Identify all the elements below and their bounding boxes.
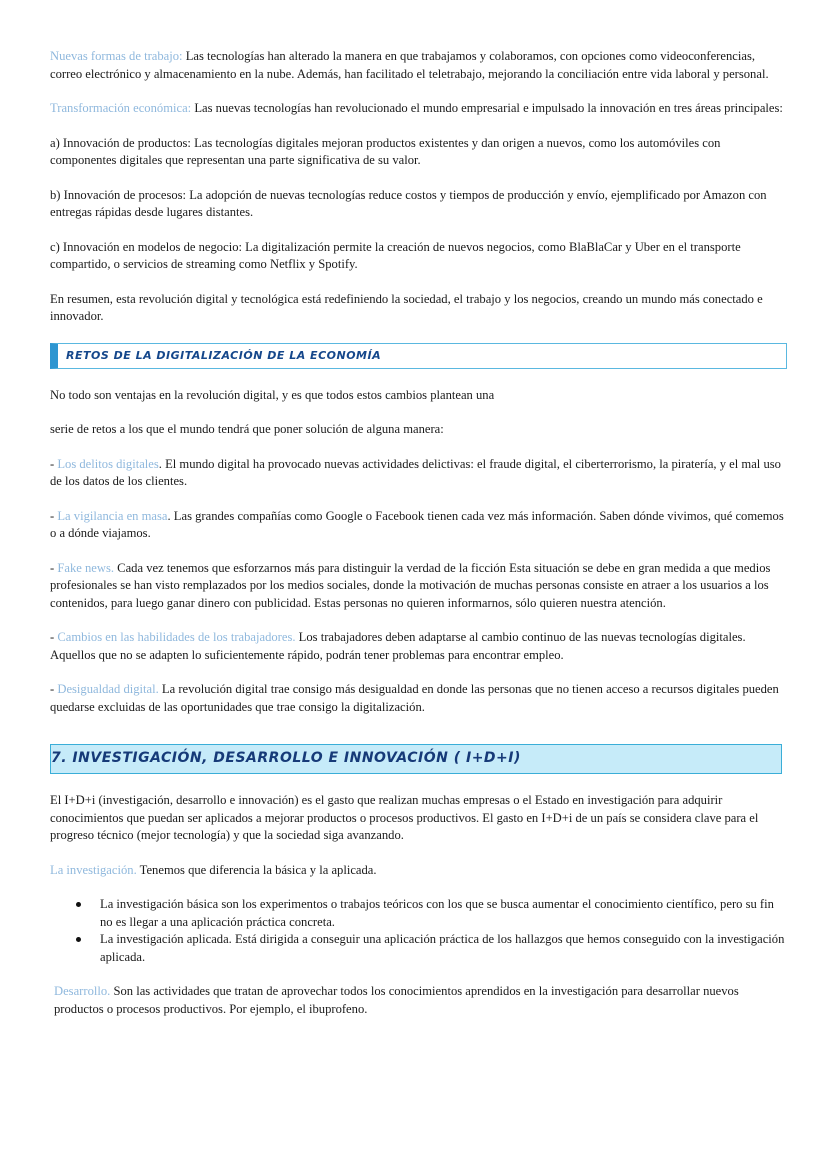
paragraph-text: Cada vez tenemos que esforzarnos más para distinguir la verdad de la ficción Esta situación se debe en gran medida a que medios profesionales se han visto remplazados por los medios sociales, donde la motivación de muchas personas consiste en atraer a los usuarios a los contenidos, para luego ganar dinero con publicidad. Estas personas no quieren informarnos, sólo quieren nuestra atención. xyxy=(50,560,771,610)
paragraph-text: La revolución digital trae consigo más desigualdad en donde las personas que no tienen acceso a recursos digitales pueden quedarse excluidas de las oportunidades que trae consigo la digitalización. xyxy=(50,682,779,714)
paragraph-transformacion xyxy=(50,100,785,118)
paragraph-text: Las nuevas tecnologías han revolucionado el mundo empresarial e impulsado la innovación en tres áreas principales: xyxy=(191,101,783,115)
paragraph-text: Los trabajadores deben adaptarse al cambio continuo de las nuevas tecnologías digitales. Aquellos que no se adapten lo suficientemente rápido, podrán tener problemas para encontrar empleo. xyxy=(50,630,746,662)
paragraph-investigacion xyxy=(50,862,785,880)
highlight-label: La vigilancia en masa xyxy=(57,508,168,523)
paragraph-text: . Las grandes compañías como Google o Facebook tienen cada vez más información. Saben dónde vivimos, qué comemos o a dónde viajamos. xyxy=(50,508,784,540)
highlight-label: Fake news. xyxy=(57,560,115,575)
paragraph-text: Son las actividades que tratan de aprovechar todos los conocimientos aprendidos en la investigación para desarrollar nuevos productos o procesos productivos. Por ejemplo, el ibuprofeno. xyxy=(54,984,739,1016)
paragraph-text: Las tecnologías han alterado la manera en que trabajamos y colaboramos, con opciones como videoconferencias, correo electrónico y almacenamiento en la nube. Además, han facilitado el teletrabajo, mejorando la conciliación entre vida laboral y personal. xyxy=(50,49,769,81)
bullet-item-aplicada: La investigación aplicada. Está dirigida a conseguir una aplicación práctica de los hallazgos que hemos conseguido con la investigación aplicada. xyxy=(100,931,785,966)
highlight-label: La investigación. xyxy=(50,862,137,877)
reto-item-vigilancia xyxy=(50,508,785,543)
dash-prefix: - xyxy=(50,630,58,644)
paragraph-area-procesos: b) Innovación de procesos: La adopción de nuevas tecnologías reduce costos y tiempos de producción y envío, ejemplificado por Amazon con entregas rápidas desde lugares distantes. xyxy=(50,187,767,219)
section-heading-idi xyxy=(50,744,782,774)
highlight-label: Cambios en las habilidades de los trabajadores. xyxy=(57,630,296,644)
paragraph-retos-intro-1: No todo son ventajas en la revolución digital, y es que todos estos cambios plantean una xyxy=(50,387,495,402)
dash-prefix: - xyxy=(50,682,58,696)
reto-item-fake-news xyxy=(50,560,785,613)
dash-prefix: - xyxy=(50,560,58,575)
highlight-label: Nuevas formas de trabajo: xyxy=(50,49,183,63)
paragraph-desarrollo xyxy=(50,983,785,1018)
section-heading-retos xyxy=(50,343,787,369)
bullet-item-basica: La investigación básica son los experimentos o trabajos teóricos con los que se busca aumentar el conocimiento científico, pero su fin no es llegar a una aplicación práctica concreta. xyxy=(100,896,785,931)
highlight-label: Desigualdad digital. xyxy=(57,682,159,696)
reto-item-habilidades xyxy=(50,629,785,664)
reto-item-delitos xyxy=(50,456,785,491)
paragraph-resumen: En resumen, esta revolución digital y tecnológica está redefiniendo la sociedad, el trabajo y los negocios, creando un mundo más conectado e innovador. xyxy=(50,291,763,323)
investigacion-bullet-list xyxy=(50,896,785,966)
section-heading-text: RETOS DE LA DIGITALIZACIÓN DE LA ECONOMÍA xyxy=(66,348,382,362)
document-page xyxy=(50,48,785,1035)
highlight-label: Desarrollo. xyxy=(54,984,111,998)
section-heading-text: 7. INVESTIGACIÓN, DESARROLLO E INNOVACIÓN ( I+D+I) xyxy=(51,750,521,767)
paragraph-area-productos: a) Innovación de productos: Las tecnologías digitales mejoran productos existentes y dan origen a nuevos, como los automóviles con componentes digitales que representan una parte significativa de su valor. xyxy=(50,135,721,167)
paragraph-retos-intro-2: serie de retos a los que el mundo tendrá que poner solución de alguna manera: xyxy=(50,422,444,436)
paragraph-idi-intro: El I+D+i (investigación, desarrollo e innovación) es el gasto que realizan muchas empresas o el Estado en investigación para adquirir conocimientos que puedan ser aplicados a mejorar productos o procesos productivos. El gasto en I+D+i de un país se considera clave para el progreso técnico (mejor tecnología) y que la sociedad siga avanzando. xyxy=(50,793,759,842)
paragraph-text: Tenemos que diferencia la básica y la aplicada. xyxy=(136,862,377,877)
highlight-label: Transformación económica: xyxy=(50,101,192,115)
paragraph-text: . El mundo digital ha provocado nuevas actividades delictivas: el fraude digital, el ciberterrorismo, la piratería, y el mal uso de los datos de los clientes. xyxy=(50,456,781,488)
dash-prefix: - xyxy=(50,508,58,523)
paragraph-area-modelos: c) Innovación en modelos de negocio: La digitalización permite la creación de nuevos negocios, como BlaBlaCar y Uber en el transporte compartido, o servicios de streaming como Netflix y Spotify. xyxy=(50,239,741,271)
dash-prefix: - xyxy=(50,456,58,471)
paragraph-nuevas-formas xyxy=(50,48,785,83)
highlight-label: Los delitos digitales xyxy=(57,456,159,471)
reto-item-desigualdad xyxy=(50,681,785,716)
